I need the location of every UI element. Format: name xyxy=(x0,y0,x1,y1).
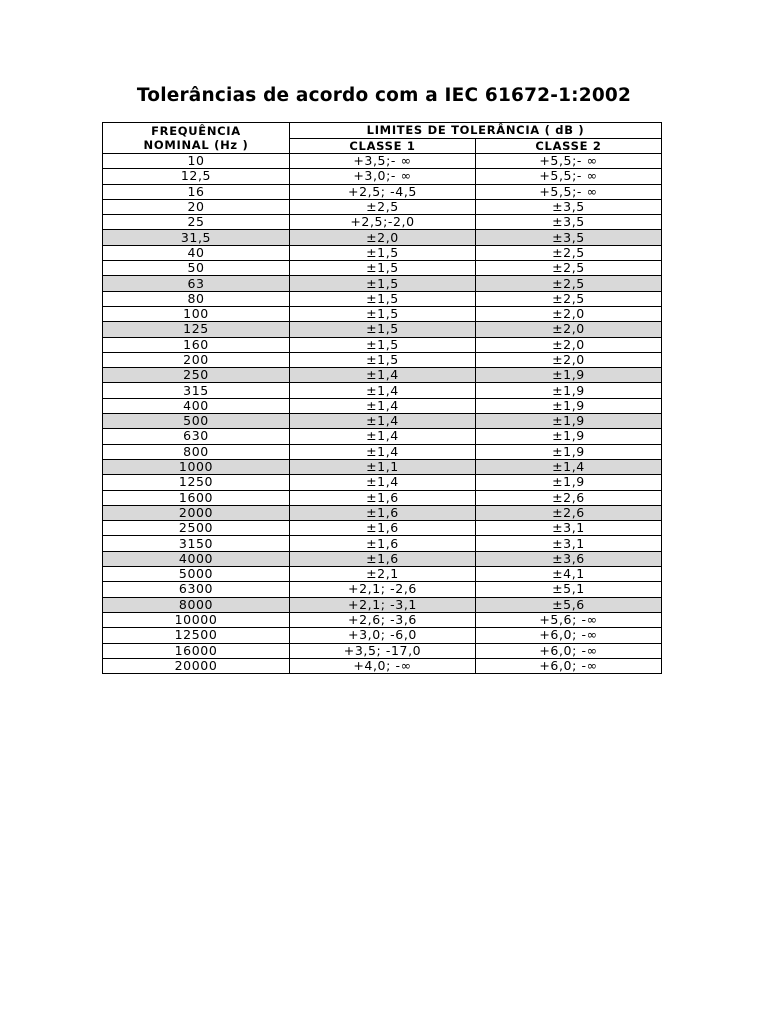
table-row xyxy=(103,612,662,627)
class1-tolerance-cell: ±1,4 xyxy=(290,475,476,490)
table-row xyxy=(103,276,662,291)
table-row xyxy=(103,245,662,260)
frequency-cell: 1600 xyxy=(103,490,290,505)
class2-tolerance-cell: +5,5;- ∞ xyxy=(476,154,662,169)
frequency-cell: 1250 xyxy=(103,475,290,490)
class1-tolerance-cell: ±1,5 xyxy=(290,322,476,337)
class1-tolerance-cell: +2,1; -2,6 xyxy=(290,582,476,597)
class1-tolerance-cell: +3,5; -17,0 xyxy=(290,643,476,658)
frequency-header-line2: NOMINAL (Hz ) xyxy=(143,138,249,152)
class1-tolerance-cell: ±2,1 xyxy=(290,567,476,582)
table-row xyxy=(103,322,662,337)
frequency-cell: 12500 xyxy=(103,628,290,643)
frequency-cell: 8000 xyxy=(103,597,290,612)
class1-tolerance-cell: +3,0; -6,0 xyxy=(290,628,476,643)
table-row xyxy=(103,414,662,429)
frequency-cell: 5000 xyxy=(103,567,290,582)
class2-tolerance-cell: ±2,5 xyxy=(476,276,662,291)
table-row xyxy=(103,337,662,352)
class2-tolerance-cell: +6,0; -∞ xyxy=(476,643,662,658)
class2-tolerance-cell: ±2,0 xyxy=(476,322,662,337)
table-row xyxy=(103,199,662,214)
class1-tolerance-cell: ±1,1 xyxy=(290,459,476,474)
frequency-cell: 10000 xyxy=(103,612,290,627)
table-row xyxy=(103,567,662,582)
table-row xyxy=(103,154,662,169)
class1-tolerance-cell: +4,0; -∞ xyxy=(290,658,476,673)
frequency-column-header xyxy=(103,123,290,154)
frequency-cell: 6300 xyxy=(103,582,290,597)
frequency-cell: 160 xyxy=(103,337,290,352)
class1-tolerance-cell: +2,5;-2,0 xyxy=(290,215,476,230)
table-row xyxy=(103,551,662,566)
table-row xyxy=(103,536,662,551)
class1-tolerance-cell: ±1,6 xyxy=(290,490,476,505)
frequency-cell: 20 xyxy=(103,199,290,214)
frequency-cell: 400 xyxy=(103,398,290,413)
frequency-cell: 125 xyxy=(103,322,290,337)
class1-tolerance-cell: ±1,5 xyxy=(290,291,476,306)
table-header xyxy=(103,123,662,154)
frequency-cell: 630 xyxy=(103,429,290,444)
table-row xyxy=(103,352,662,367)
table-row xyxy=(103,597,662,612)
frequency-header-line1: FREQUÊNCIA xyxy=(151,124,241,138)
class2-tolerance-cell: ±4,1 xyxy=(476,567,662,582)
class2-tolerance-cell: ±2,5 xyxy=(476,245,662,260)
class1-tolerance-cell: +2,1; -3,1 xyxy=(290,597,476,612)
class2-tolerance-cell: ±2,5 xyxy=(476,291,662,306)
class2-tolerance-cell: +6,0; -∞ xyxy=(476,628,662,643)
class2-tolerance-cell: ±1,9 xyxy=(476,414,662,429)
class2-tolerance-cell: ±2,0 xyxy=(476,306,662,321)
class2-tolerance-cell: ±5,6 xyxy=(476,597,662,612)
table-row xyxy=(103,459,662,474)
class2-tolerance-cell: ±5,1 xyxy=(476,582,662,597)
class1-tolerance-cell: ±1,5 xyxy=(290,261,476,276)
frequency-cell: 4000 xyxy=(103,551,290,566)
frequency-cell: 3150 xyxy=(103,536,290,551)
class1-tolerance-cell: ±1,5 xyxy=(290,306,476,321)
frequency-cell: 200 xyxy=(103,352,290,367)
class2-tolerance-cell: ±3,1 xyxy=(476,536,662,551)
table-row xyxy=(103,169,662,184)
class2-tolerance-cell: ±2,5 xyxy=(476,261,662,276)
frequency-cell: 50 xyxy=(103,261,290,276)
frequency-cell: 100 xyxy=(103,306,290,321)
class1-tolerance-cell: ±1,4 xyxy=(290,414,476,429)
table-row xyxy=(103,368,662,383)
class1-tolerance-cell: ±1,5 xyxy=(290,276,476,291)
class1-tolerance-cell: ±2,5 xyxy=(290,199,476,214)
class1-tolerance-cell: ±1,6 xyxy=(290,536,476,551)
frequency-cell: 20000 xyxy=(103,658,290,673)
class1-tolerance-cell: +2,6; -3,6 xyxy=(290,612,476,627)
frequency-cell: 16000 xyxy=(103,643,290,658)
class2-tolerance-cell: +5,5;- ∞ xyxy=(476,169,662,184)
class2-tolerance-cell: ±1,9 xyxy=(476,383,662,398)
frequency-cell: 12,5 xyxy=(103,169,290,184)
class2-tolerance-cell: +5,6; -∞ xyxy=(476,612,662,627)
class1-tolerance-cell: ±1,6 xyxy=(290,521,476,536)
class2-tolerance-cell: ±2,6 xyxy=(476,490,662,505)
frequency-cell: 2000 xyxy=(103,505,290,520)
class1-tolerance-cell: ±1,6 xyxy=(290,505,476,520)
table-row xyxy=(103,383,662,398)
table-row xyxy=(103,643,662,658)
class1-tolerance-cell: ±1,4 xyxy=(290,398,476,413)
frequency-cell: 250 xyxy=(103,368,290,383)
frequency-cell: 63 xyxy=(103,276,290,291)
class1-tolerance-cell: ±1,4 xyxy=(290,368,476,383)
table-row xyxy=(103,490,662,505)
tolerance-table xyxy=(102,122,662,674)
frequency-cell: 40 xyxy=(103,245,290,260)
class2-tolerance-cell: +5,5;- ∞ xyxy=(476,184,662,199)
class2-tolerance-cell: ±1,9 xyxy=(476,429,662,444)
class2-tolerance-cell: ±1,9 xyxy=(476,444,662,459)
class2-tolerance-cell: ±3,6 xyxy=(476,551,662,566)
table-row xyxy=(103,230,662,245)
class2-tolerance-cell: ±3,5 xyxy=(476,215,662,230)
class1-tolerance-cell: ±1,6 xyxy=(290,551,476,566)
table-row xyxy=(103,505,662,520)
table-row xyxy=(103,628,662,643)
class1-tolerance-cell: ±2,0 xyxy=(290,230,476,245)
table-row xyxy=(103,444,662,459)
frequency-cell: 800 xyxy=(103,444,290,459)
table-row xyxy=(103,184,662,199)
class1-tolerance-cell: ±1,5 xyxy=(290,337,476,352)
frequency-cell: 315 xyxy=(103,383,290,398)
class2-tolerance-cell: ±2,0 xyxy=(476,352,662,367)
frequency-cell: 1000 xyxy=(103,459,290,474)
table-row xyxy=(103,306,662,321)
class2-tolerance-cell: ±3,1 xyxy=(476,521,662,536)
class1-tolerance-cell: ±1,4 xyxy=(290,383,476,398)
page-title: Tolerâncias de acordo com a IEC 61672-1:2002 xyxy=(136,85,632,106)
class1-tolerance-cell: ±1,5 xyxy=(290,245,476,260)
table-row xyxy=(103,261,662,276)
frequency-cell: 25 xyxy=(103,215,290,230)
class2-tolerance-cell: ±1,9 xyxy=(476,398,662,413)
class2-tolerance-cell: ±2,0 xyxy=(476,337,662,352)
class2-tolerance-cell: ±1,4 xyxy=(476,459,662,474)
tolerance-limits-header: LIMITES DE TOLERÂNCIA ( dB ) xyxy=(290,123,662,139)
header-row xyxy=(103,123,662,139)
table-row xyxy=(103,215,662,230)
table-row xyxy=(103,429,662,444)
frequency-cell: 2500 xyxy=(103,521,290,536)
table-row xyxy=(103,521,662,536)
class1-tolerance-cell: +3,5;- ∞ xyxy=(290,154,476,169)
class2-tolerance-cell: +6,0; -∞ xyxy=(476,658,662,673)
frequency-cell: 500 xyxy=(103,414,290,429)
class2-tolerance-cell: ±1,9 xyxy=(476,368,662,383)
class2-tolerance-cell: ±2,6 xyxy=(476,505,662,520)
class1-tolerance-cell: ±1,4 xyxy=(290,429,476,444)
frequency-cell: 10 xyxy=(103,154,290,169)
frequency-cell: 31,5 xyxy=(103,230,290,245)
class2-tolerance-cell: ±3,5 xyxy=(476,230,662,245)
table-row xyxy=(103,398,662,413)
class1-tolerance-cell: ±1,4 xyxy=(290,444,476,459)
table-row xyxy=(103,658,662,673)
class2-header: CLASSE 2 xyxy=(476,138,662,154)
table-row xyxy=(103,291,662,306)
class1-header: CLASSE 1 xyxy=(290,138,476,154)
class1-tolerance-cell: +2,5; -4,5 xyxy=(290,184,476,199)
frequency-cell: 16 xyxy=(103,184,290,199)
class1-tolerance-cell: ±1,5 xyxy=(290,352,476,367)
table-body xyxy=(103,154,662,674)
class1-tolerance-cell: +3,0;- ∞ xyxy=(290,169,476,184)
table-row xyxy=(103,475,662,490)
class2-tolerance-cell: ±1,9 xyxy=(476,475,662,490)
table-row xyxy=(103,582,662,597)
frequency-cell: 80 xyxy=(103,291,290,306)
class2-tolerance-cell: ±3,5 xyxy=(476,199,662,214)
